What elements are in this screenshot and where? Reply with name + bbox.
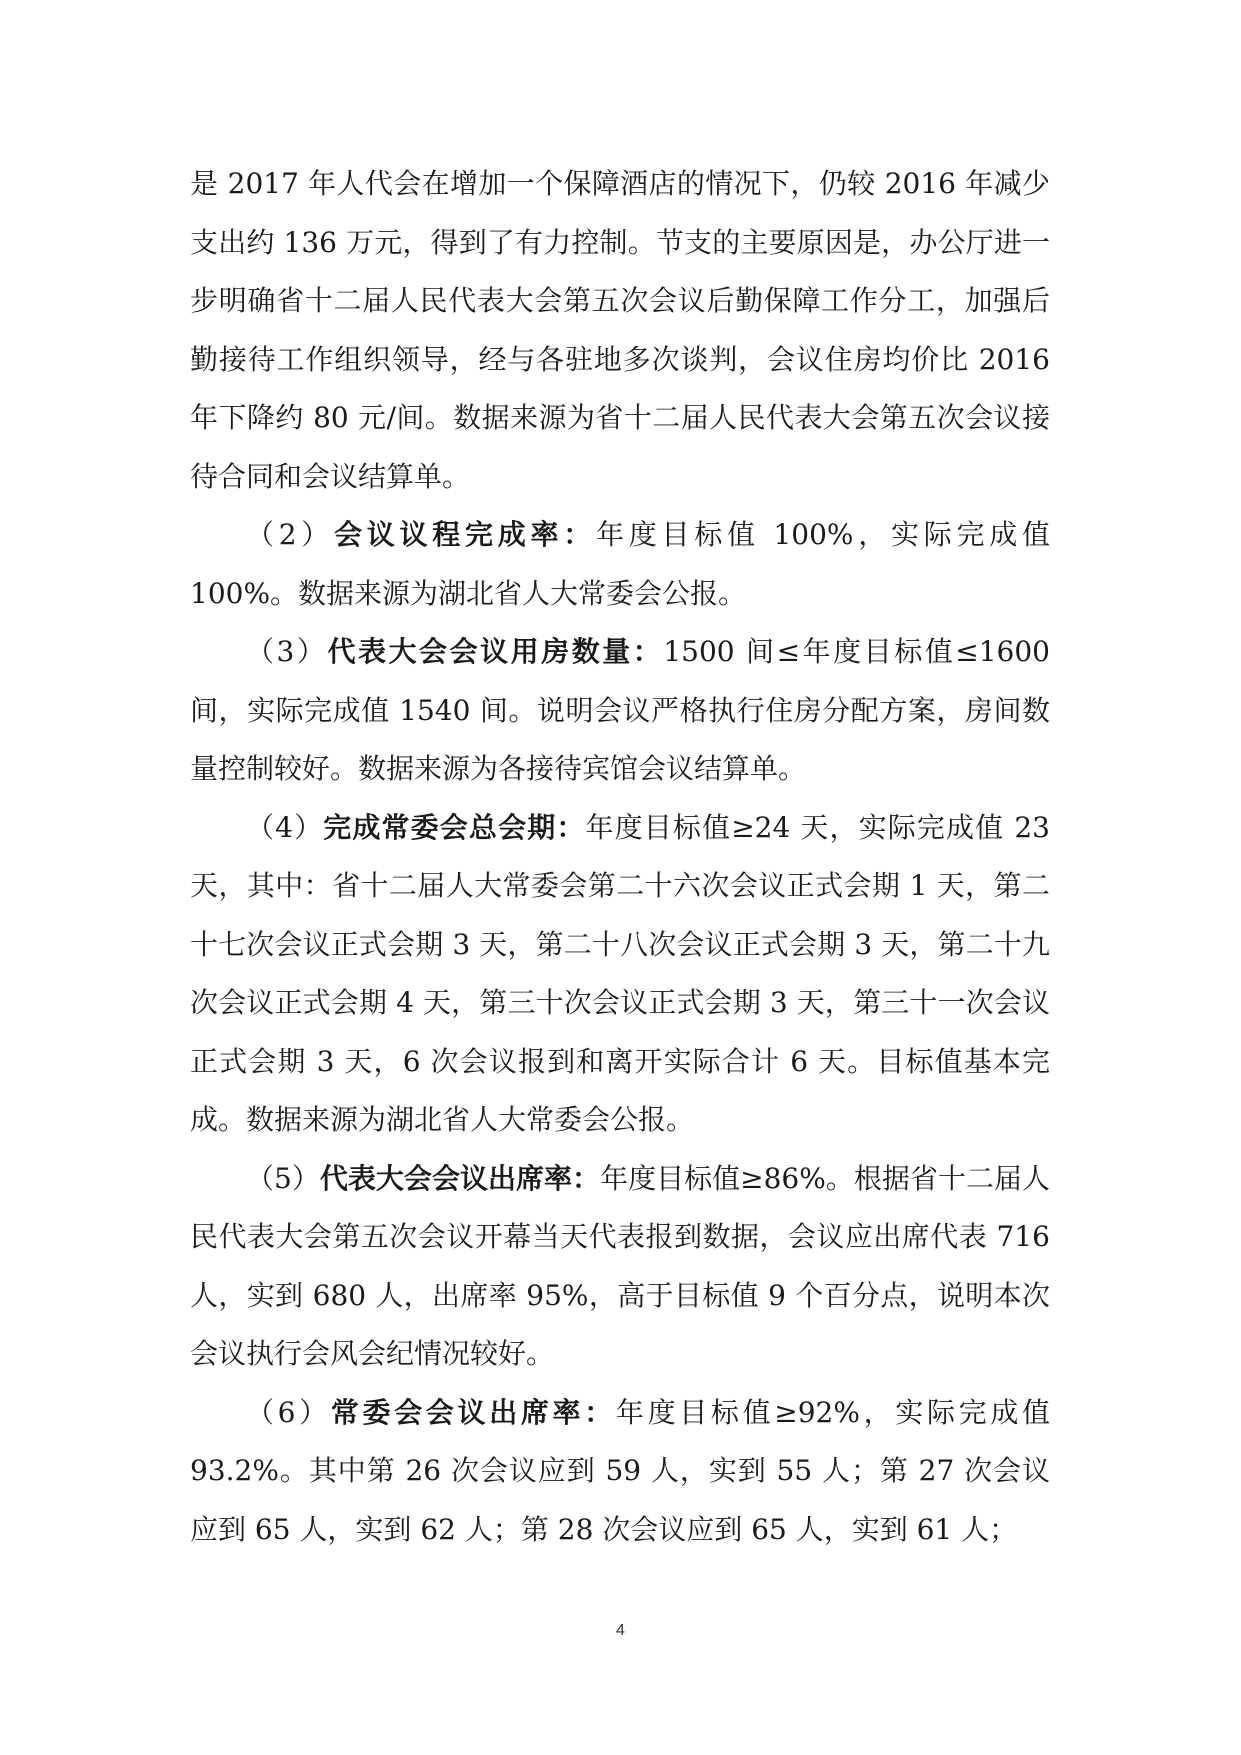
paragraph-text: 是 2017 年人代会在增加一个保障酒店的情况下，仍较 2016 年减少支出约 136 万元，得到了有力控制。节支的主要原因是，办公厅进一步明确省十二届人民代表大会第五次会议后勤保障工作分工，加强后勤接待工作组织领导，经与各驻地多次谈判，会议住房均价比 2016 年下降约 80 元/间。数据来源为省十二届人民代表大会第五次会议接待合同和会议结算单。	[190, 167, 1050, 493]
item-heading: 完成常委会总会期：	[323, 810, 586, 844]
item-number: （6）	[246, 1395, 331, 1429]
paragraph-continuation	[190, 155, 1050, 506]
paragraph-item-3	[190, 623, 1050, 799]
item-heading: 常委会会议出席率：	[330, 1395, 616, 1429]
item-text: 年度目标值≥86%。根据省十二届人民代表大会第五次会议开幕当天代表报到数据，会议应出席代表 716 人，实到 680 人，出席率 95%，高于目标值 9 个百分点，说明本次会议执行会风会纪情况较好。	[190, 1161, 1050, 1370]
paragraph-item-6	[190, 1384, 1050, 1560]
item-heading: 代表大会会议出席率：	[319, 1161, 601, 1195]
item-heading: 会议议程完成率：	[334, 518, 597, 551]
item-number: （4）	[246, 810, 324, 844]
item-number: （5）	[246, 1161, 320, 1195]
item-number: （3）	[246, 635, 328, 668]
page-number: 4	[616, 1622, 625, 1639]
paragraph-item-2	[190, 506, 1050, 623]
document-body	[190, 155, 1050, 1559]
item-text: 1500 间≤年度目标值≤1600 间，实际完成值 1540 间。说明会议严格执行住房分配方案，房间数量控制较好。数据来源为各接待宾馆会议结算单。	[190, 635, 1050, 785]
paragraph-item-5	[190, 1150, 1050, 1384]
item-text: 年度目标值≥92%，实际完成值 93.2%。其中第 26 次会议应到 59 人，实到 55 人；第 27 次会议应到 65 人，实到 62 人；第 28 次会议应到 65 人，实到 61 人；	[190, 1395, 1050, 1546]
item-text: 年度目标值 100%，实际完成值 100%。数据来源为湖北省人大常委会公报。	[190, 518, 1050, 610]
item-number: （2）	[246, 518, 335, 551]
paragraph-item-4	[190, 799, 1050, 1150]
item-heading: 代表大会会议用房数量：	[327, 635, 664, 668]
item-text: 年度目标值≥24 天，实际完成值 23 天，其中：省十二届人大常委会第二十六次会议正式会期 1 天，第二十七次会议正式会期 3 天，第二十八次会议正式会期 3 天，第二十九次会议正式会期 4 天，第三十次会议正式会期 3 天，第三十一次会议正式会期 3 天，6 次会议报到和离开实际合计 6 天。目标值基本完成。数据来源为湖北省人大常委会公报。	[190, 810, 1050, 1136]
